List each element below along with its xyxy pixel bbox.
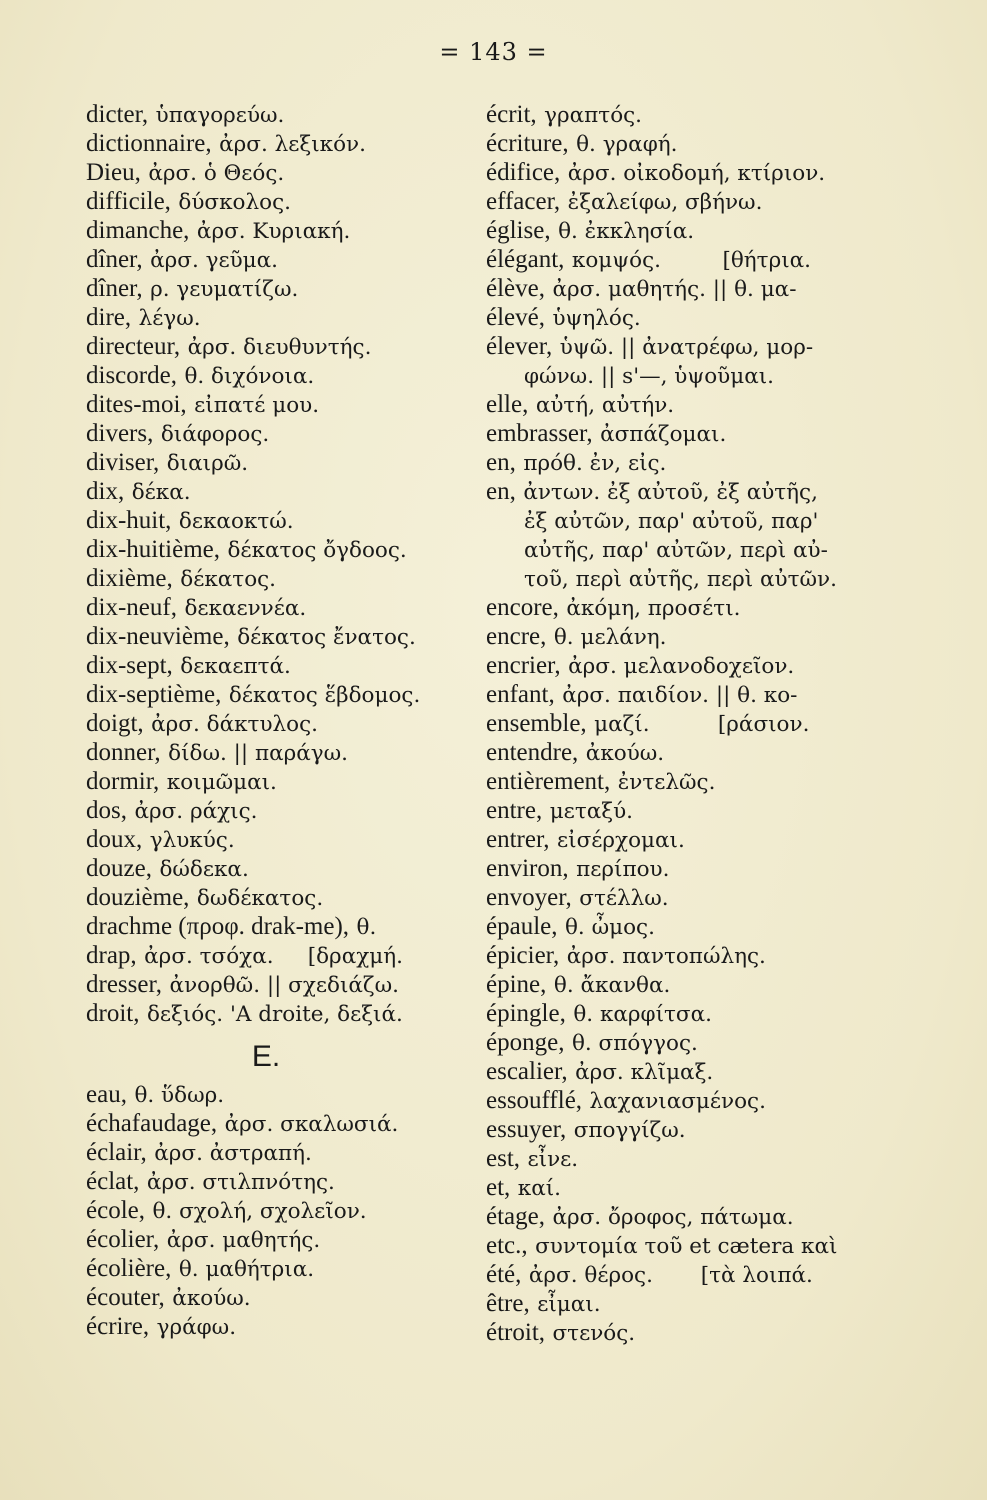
entry-translation: ἀρσ. σκαλωσιά. (224, 1112, 399, 1137)
dictionary-entry (486, 1086, 876, 1115)
entry-headword: en, (486, 449, 516, 476)
entry-translation: ἀρσ. παντοπώλης. (566, 944, 766, 969)
entry-translation: ἀρσ. διευθυντής. (187, 335, 372, 360)
dictionary-entry (486, 129, 876, 158)
entry-translation: ὑψηλός. (552, 306, 641, 331)
dictionary-entry (486, 303, 876, 332)
entry-translation: θ. ὦμος. (564, 915, 655, 940)
entry-headword: écrit, (486, 101, 537, 128)
entry-translation: διάφορος. (160, 422, 270, 447)
dictionary-entry (486, 506, 876, 535)
dictionary-entry (86, 390, 466, 419)
dictionary-entry (486, 1289, 876, 1318)
entry-translation: ἀρσ. ὄροφος, πάτωμα. (552, 1205, 794, 1230)
entry-headword: épine, (486, 971, 547, 998)
entry-translation: δεκαεννέα. (184, 596, 307, 621)
dictionary-entry (86, 767, 466, 796)
entry-translation: λαχανιασμένος. (589, 1089, 766, 1114)
dictionary-entry (86, 245, 466, 274)
entry-translation: γράφω. (156, 1315, 237, 1340)
dictionary-entry (486, 1115, 876, 1144)
dictionary-entry (86, 941, 466, 970)
entry-translation: ἀρσ. ὁ Θεός. (148, 161, 285, 186)
right-column (486, 100, 876, 1347)
entry-translation: δεκαεπτά. (180, 654, 291, 679)
entry-translation: πρόθ. ἐν, εἰς. (523, 451, 667, 476)
dictionary-entry (486, 100, 876, 129)
entry-translation: δεξιός. 'A droite, δεξιά. (146, 1002, 403, 1027)
entry-translation: ἀρσ. μαθητής. (166, 1228, 321, 1253)
entry-headword: dormir, (86, 768, 160, 795)
entry-headword: dix-huit, (86, 507, 172, 534)
entry-headword: épaule, (486, 913, 558, 940)
entry-translation: διαιρῶ. (166, 451, 249, 476)
dictionary-entry (86, 1109, 466, 1138)
entry-headword: envoyer, (486, 884, 572, 911)
dictionary-entry (486, 709, 876, 738)
entry-translation: καί. (517, 1176, 562, 1201)
dictionary-entry (86, 970, 466, 999)
entry-headword: difficile, (86, 188, 171, 215)
entry-headword: entièrement, (486, 768, 611, 795)
entry-translation: ἀρσ. μελανοδοχεῖον. (568, 654, 795, 679)
entry-headword: diviser, (86, 449, 160, 476)
entry-translation: στενός. (552, 1321, 636, 1346)
entry-headword: étage, (486, 1203, 545, 1230)
dictionary-entry (86, 651, 466, 680)
dictionary-entry (86, 1138, 466, 1167)
dictionary-entry (486, 158, 876, 187)
dictionary-entry (86, 1080, 466, 1109)
dictionary-entry (486, 941, 876, 970)
entry-headword: enfant, (486, 681, 555, 708)
dictionary-entry (86, 506, 466, 535)
entry-translation: ἀρσ. κλῖμαξ. (575, 1060, 714, 1085)
dictionary-entry (486, 216, 876, 245)
entry-translation: ἀρσ. οἰκοδομή, κτίριον. (567, 161, 826, 186)
entry-translation: ἀρσ. παιδίον. || θ. κο- (562, 683, 798, 708)
dictionary-entry (486, 1144, 876, 1173)
dictionary-entry (86, 129, 466, 158)
page-number: = 143 = (439, 38, 548, 66)
entry-headword: écrire, (86, 1313, 150, 1340)
dictionary-entry (486, 912, 876, 941)
entry-headword: éclair, (86, 1139, 147, 1166)
entry-headword: encore, (486, 594, 559, 621)
entry-headword: église, (486, 217, 551, 244)
entry-headword: été, (486, 1261, 522, 1288)
entry-headword: Dieu, (86, 159, 141, 186)
dictionary-entry (486, 999, 876, 1028)
dictionary-entry (86, 709, 466, 738)
entry-translation: περίπου. (576, 857, 670, 882)
entry-translation: δεκαοκτώ. (178, 509, 294, 534)
entry-headword: dire, (86, 304, 132, 331)
entry-headword: douzième, (86, 884, 190, 911)
dictionary-entry (486, 477, 876, 506)
entry-translation: ἀσπάζομαι. (600, 422, 727, 447)
dictionary-entry (486, 825, 876, 854)
entry-headword: dictionnaire, (86, 130, 212, 157)
dictionary-entry (486, 187, 876, 216)
dictionary-entry (86, 332, 466, 361)
dictionary-entry (86, 1254, 466, 1283)
entry-translation: στέλλω. (579, 886, 669, 911)
entry-headword: écolier, (86, 1226, 160, 1253)
entry-translation: ἀρσ. μαθητής. || θ. μα- (552, 277, 797, 302)
entry-translation: θ. ὕδωρ. (134, 1083, 225, 1108)
dictionary-entry (486, 680, 876, 709)
dictionary-entry (486, 1260, 876, 1289)
entry-headword: élevé, (486, 304, 545, 331)
entry-headword: dix-huitième, (86, 536, 220, 563)
entry-headword: dites-moi, (86, 391, 187, 418)
entry-headword: drachme (προφ. drak-me), (86, 913, 350, 940)
dictionary-entry (486, 796, 876, 825)
entry-headword: directeur, (86, 333, 181, 360)
entry-translation: φώνω. || s'—, ὑψοῦμαι. (524, 364, 774, 389)
dictionary-entry (86, 187, 466, 216)
entry-headword: drap, (86, 942, 137, 969)
entry-headword: est, (486, 1145, 521, 1172)
entry-headword: être, (486, 1290, 530, 1317)
entry-translation: θ. ἐκκλησία. (558, 219, 695, 244)
entry-translation: ἀρσ. λεξικόν. (219, 132, 366, 157)
entry-translation: δέκατος ἕβδομος. (228, 683, 421, 708)
dictionary-entry (86, 477, 466, 506)
entry-translation: συντομία τοῦ et cætera καὶ (535, 1234, 838, 1259)
entry-headword: doigt, (86, 710, 144, 737)
dictionary-entry (86, 535, 466, 564)
dictionary-entry (86, 854, 466, 883)
entry-translation: κοιμῶμαι. (166, 770, 277, 795)
entry-headword: épingle, (486, 1000, 566, 1027)
entry-headword: dix-neuf, (86, 594, 177, 621)
left-column (86, 100, 466, 1341)
entry-headword: dresser, (86, 971, 163, 998)
dictionary-entry (486, 1202, 876, 1231)
entry-headword: embrasser, (486, 420, 593, 447)
entry-headword: divers, (86, 420, 154, 447)
entry-headword: édifice, (486, 159, 561, 186)
dictionary-entry (486, 1057, 876, 1086)
entry-headword: écouter, (86, 1284, 165, 1311)
entry-translation: ἀκούω. (585, 741, 665, 766)
entry-translation: θ. μαθήτρια. (178, 1257, 315, 1282)
entry-headword: éponge, (486, 1029, 565, 1056)
entry-headword: entrer, (486, 826, 550, 853)
entry-headword: élève, (486, 275, 545, 302)
entry-headword: et, (486, 1174, 511, 1201)
entry-translation: ἀρσ. τσόχα. [δραχμή. (144, 944, 403, 969)
entry-translation: λέγω. (138, 306, 201, 331)
entry-translation: ἀρσ. δάκτυλος. (151, 712, 318, 737)
entry-translation: ἐντελῶς. (617, 770, 716, 795)
dictionary-entry (486, 622, 876, 651)
entry-headword: encre, (486, 623, 547, 650)
dictionary-entry (86, 303, 466, 332)
entry-translation: εἶμαι. (537, 1292, 601, 1317)
entry-translation: δέκα. (131, 480, 191, 505)
entry-headword: dîner, (86, 246, 143, 273)
dictionary-entry (86, 1283, 466, 1312)
dictionary-entry (86, 825, 466, 854)
entry-translation: θ. διχόνοια. (184, 364, 315, 389)
entry-headword: dix, (86, 478, 125, 505)
dictionary-entry (486, 448, 876, 477)
entry-headword: écriture, (486, 130, 569, 157)
entry-headword: échafaudage, (86, 1110, 218, 1137)
dictionary-entry (486, 1173, 876, 1202)
entry-headword: dix-neuvième, (86, 623, 230, 650)
entry-translation: ἀνορθῶ. || σχεδιάζω. (169, 973, 399, 998)
dictionary-entry (86, 564, 466, 593)
entry-headword: entre, (486, 797, 543, 824)
entry-headword: dimanche, (86, 217, 190, 244)
entry-headword: élégant, (486, 246, 565, 273)
dictionary-entry (86, 361, 466, 390)
entry-headword: encrier, (486, 652, 561, 679)
entry-headword: environ, (486, 855, 569, 882)
dictionary-entry (86, 999, 466, 1028)
entry-headword: eau, (86, 1081, 127, 1108)
entry-headword: élever, (486, 333, 553, 360)
dictionary-entry (86, 274, 466, 303)
entry-translation: ἀρσ. γεῦμα. (150, 248, 278, 273)
entry-translation: ἀρσ. στιλπνότης. (146, 1170, 335, 1195)
entry-headword: ensemble, (486, 710, 587, 737)
entry-translation: ἀρσ. Κυριακή. (196, 219, 351, 244)
entry-headword: escalier, (486, 1058, 568, 1085)
entry-translation: θ. μελάνη. (553, 625, 667, 650)
entry-headword: dix-septième, (86, 681, 222, 708)
entry-translation: δέκατος. (180, 567, 277, 592)
entry-translation: τοῦ, περὶ αὐτῆς, περὶ αὐτῶν. (524, 567, 837, 592)
entry-headword: dix-sept, (86, 652, 173, 679)
dictionary-entry (486, 332, 876, 361)
entry-headword: dîner, (86, 275, 143, 302)
entry-headword: dos, (86, 797, 127, 824)
entry-headword: essoufflé, (486, 1087, 583, 1114)
dictionary-entry (486, 651, 876, 680)
entry-translation: εἰπατέ μου. (194, 393, 320, 418)
dictionary-entry (86, 912, 466, 941)
entry-headword: éclat, (86, 1168, 140, 1195)
dictionary-entry (86, 448, 466, 477)
entry-translation: ἀντων. ἐξ αὐτοῦ, ἐξ αὐτῆς, (523, 480, 818, 505)
dictionary-entry (86, 796, 466, 825)
dictionary-entry (86, 1196, 466, 1225)
entry-translation: δίδω. || παράγω. (168, 741, 349, 766)
entry-headword: droit, (86, 1000, 140, 1027)
entry-headword: école, (86, 1197, 145, 1224)
entry-translation: θ. σχολή, σχολεῖον. (152, 1199, 367, 1224)
entry-translation: δώδεκα. (159, 857, 249, 882)
entry-translation: αὐτή, αὐτήν. (535, 393, 675, 418)
dictionary-entry (86, 738, 466, 767)
entry-headword: donner, (86, 739, 161, 766)
entry-translation: ρ. γευματίζω. (150, 277, 299, 302)
dictionary-entry (486, 564, 876, 593)
dictionary-entry (486, 854, 876, 883)
dictionary-entry (486, 593, 876, 622)
dictionary-entry (86, 1312, 466, 1341)
dictionary-entry (486, 738, 876, 767)
entry-translation: μεταξύ. (549, 799, 633, 824)
entry-headword: dixième, (86, 565, 173, 592)
entry-translation: ἀκόμη, προσέτι. (566, 596, 741, 621)
entry-headword: essuyer, (486, 1116, 567, 1143)
entry-translation: μαζί. [ράσιον. (594, 712, 810, 737)
entry-translation: ἀκούω. (172, 1286, 251, 1311)
entry-translation: ἀρσ. ἀστραπή. (154, 1141, 312, 1166)
entry-headword: douze, (86, 855, 152, 882)
dictionary-entry (486, 1231, 876, 1260)
entry-headword: étroit, (486, 1319, 546, 1346)
entry-headword: elle, (486, 391, 529, 418)
entry-translation: εἰσέρχομαι. (557, 828, 685, 853)
dictionary-entry (486, 970, 876, 999)
entry-translation: θ. (356, 915, 377, 940)
dictionary-entry (486, 419, 876, 448)
entry-headword: discorde, (86, 362, 177, 389)
entry-headword: écolière, (86, 1255, 172, 1282)
dictionary-entry (486, 361, 876, 390)
entry-translation: ἐξαλείφω, σβήνω. (567, 190, 763, 215)
entry-headword: entendre, (486, 739, 579, 766)
entry-translation: θ. ἄκανθα. (553, 973, 671, 998)
dictionary-entry (486, 390, 876, 419)
entry-headword: effacer, (486, 188, 561, 215)
entry-translation: σπογγίζω. (573, 1118, 686, 1143)
dictionary-entry (86, 622, 466, 651)
dictionary-entry (486, 883, 876, 912)
entry-translation: θ. καρφίτσα. (573, 1002, 712, 1027)
dictionary-entry (486, 767, 876, 796)
entry-headword: en, (486, 478, 516, 505)
section-letter-heading: E. (251, 1040, 281, 1073)
entry-translation: αὐτῆς, παρ' αὐτῶν, περὶ αὐ- (524, 538, 828, 563)
entry-translation: εἶνε. (527, 1147, 579, 1172)
dictionary-entry (86, 216, 466, 245)
dictionary-entry (486, 1318, 876, 1347)
entry-headword: dicter, (86, 101, 149, 128)
dictionary-entry (86, 883, 466, 912)
dictionary-entry (86, 419, 466, 448)
entry-translation: θ. σπόγγος. (571, 1031, 698, 1056)
entry-translation: δωδέκατος. (196, 886, 324, 911)
dictionary-entry (86, 680, 466, 709)
entry-translation: γραπτός. (544, 103, 643, 128)
entry-translation: θ. γραφή. (576, 132, 678, 157)
dictionary-entry (86, 1225, 466, 1254)
dictionary-entry (486, 245, 876, 274)
dictionary-entry (486, 274, 876, 303)
dictionary-entry (86, 1167, 466, 1196)
entry-headword: épicier, (486, 942, 560, 969)
entry-translation: ὑψῶ. || ἀνατρέφω, μορ- (559, 335, 814, 360)
dictionary-entry (486, 1028, 876, 1057)
entry-translation: ἀρσ. θέρος. [τὰ λοιπά. (528, 1263, 813, 1288)
entry-translation: ὑπαγορεύω. (155, 103, 285, 128)
dictionary-entry (86, 100, 466, 129)
entry-translation: ἐξ αὐτῶν, παρ' αὐτοῦ, παρ' (524, 509, 819, 534)
entry-translation: δέκατος ὄγδοος. (227, 538, 407, 563)
entry-translation: ἀρσ. ράχις. (134, 799, 258, 824)
dictionary-entry (86, 593, 466, 622)
entry-headword: doux, (86, 826, 143, 853)
entry-translation: δύσκολος. (178, 190, 291, 215)
entry-headword: etc., (486, 1232, 528, 1259)
dictionary-entry (486, 535, 876, 564)
entry-translation: δέκατος ἔνατος. (237, 625, 416, 650)
dictionary-entry (86, 158, 466, 187)
entry-translation: κομψός. [θήτρια. (571, 248, 811, 273)
entry-translation: γλυκύς. (149, 828, 235, 853)
